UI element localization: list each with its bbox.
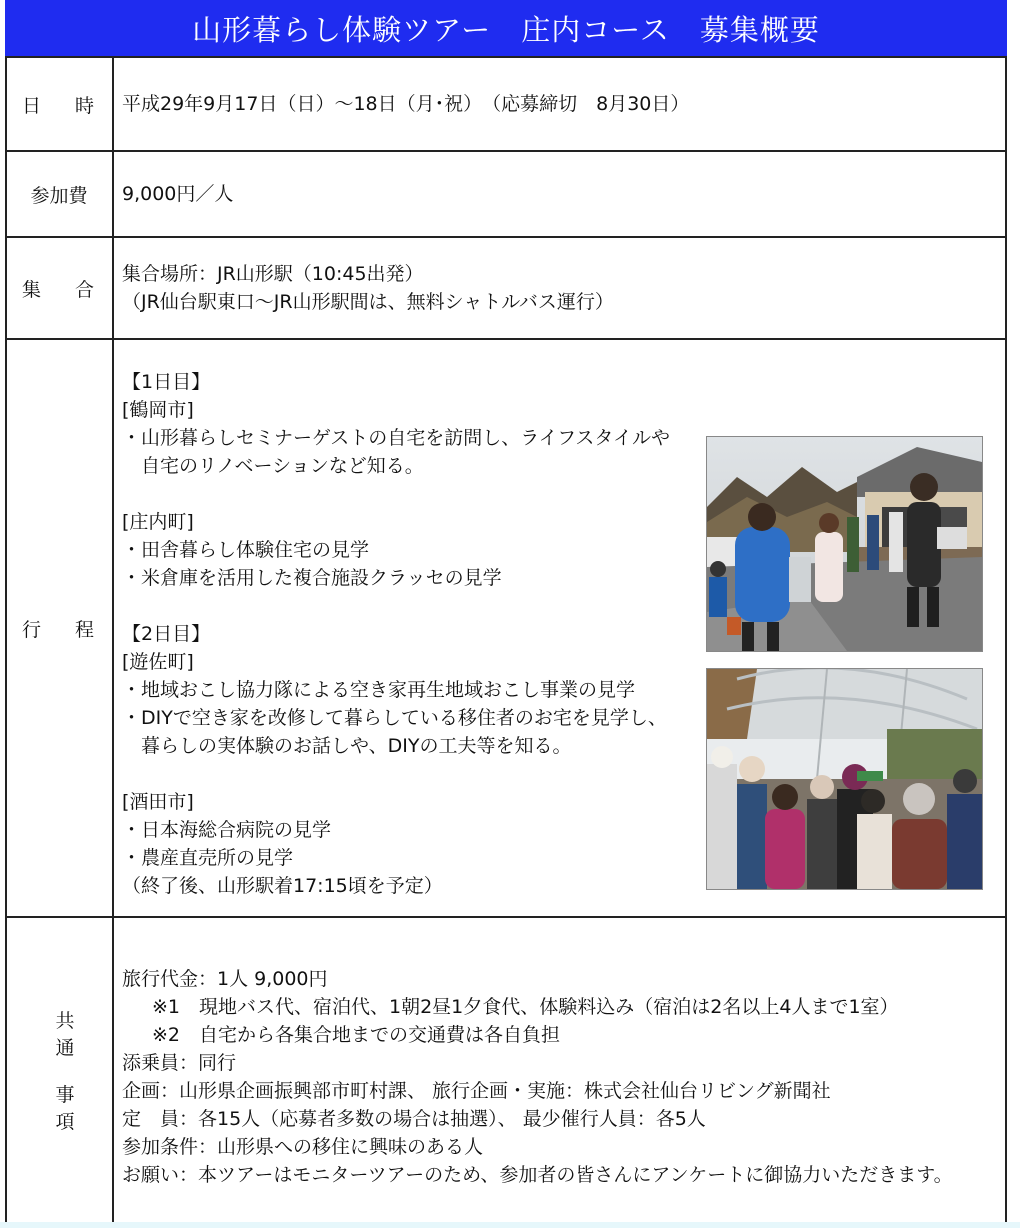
schedule-item: ・農産直売所の見学	[122, 847, 294, 869]
tour-photo-greenhouse	[706, 668, 983, 890]
row-schedule	[6, 339, 1006, 917]
common-label-top: 共 通	[55, 1010, 89, 1059]
tour-summary	[5, 0, 1007, 1224]
schedule-item: ・DIYで空き家を改修して暮らしている移住者のお宅を見学し、	[122, 707, 667, 729]
day1-heading: 【1日目】	[122, 371, 211, 393]
schedule-item: ・米倉庫を活用した複合施設クラッセの見学	[122, 567, 502, 589]
spacer	[122, 480, 670, 508]
date-value: 平成29年9月17日（日）～18日（月･祝） （応募締切 8月30日）	[113, 57, 1006, 151]
common-label	[6, 917, 113, 1223]
date-label: 日 時	[6, 57, 113, 151]
area-shonai: [庄内町]	[122, 511, 194, 533]
schedule-item: 暮らしの実体験のお話しや、DIYの工夫等を知る。	[122, 735, 572, 757]
capacity-line: 定 員：各15人（応募者多数の場合は抽選）、 最少催行人員：各5人	[122, 1108, 706, 1130]
schedule-item: ・田舎暮らし体験住宅の見学	[122, 539, 370, 561]
price-line: 旅行代金：1人 9,000円	[122, 968, 328, 990]
eligibility-line: 参加条件：山形県への移住に興味のある人	[122, 1136, 484, 1158]
spacer	[122, 760, 670, 788]
common-label-bottom: 事 項	[55, 1084, 89, 1133]
schedule-item: ・地域おこし協力隊による空き家再生地域おこし事業の見学	[122, 679, 636, 701]
bottom-strip	[0, 1222, 1020, 1228]
spacer	[122, 592, 670, 620]
page-title: 山形暮らし体験ツアー 庄内コース 募集概要	[5, 0, 1007, 56]
price-note-1: ※1 現地バス代、宿泊代、1朝2昼1夕食代、体験料込み（宿泊は2名以上4人まで1室）	[152, 996, 899, 1018]
schedule-item: ・山形暮らしセミナーゲストの自宅を訪問し、ライフスタイルや	[122, 427, 670, 449]
escort-line: 添乗員：同行	[122, 1052, 237, 1074]
schedule-item: 自宅のリノベーションなど知る。	[122, 455, 424, 477]
organizer-line: 企画：山形県企画振興部市町村課、 旅行企画・実施：株式会社仙台リビング新聞社	[122, 1080, 831, 1102]
schedule-item: （終了後、山形駅着17:15頃を予定）	[122, 875, 443, 897]
schedule-value	[113, 339, 1006, 917]
fee-value: 9,000円／人	[113, 151, 1006, 237]
area-sakata: [酒田市]	[122, 791, 194, 813]
area-yuza: [遊佐町]	[122, 651, 194, 673]
day2-heading: 【2日目】	[122, 623, 211, 645]
schedule-text	[122, 368, 670, 900]
area-tsuruoka: [鶴岡市]	[122, 399, 194, 421]
row-meeting	[6, 237, 1006, 339]
meeting-place: 集合場所：JR山形駅（10:45出発）	[122, 263, 424, 285]
row-date	[6, 57, 1006, 151]
summary-table	[5, 56, 1007, 1224]
request-line: お願い：本ツアーはモニターツアーのため、参加者の皆さんにアンケートに御協力いただきます。	[122, 1164, 953, 1186]
row-fee	[6, 151, 1006, 237]
meeting-label: 集 合	[6, 237, 113, 339]
fee-label: 参加費	[6, 151, 113, 237]
meeting-value	[113, 237, 1006, 339]
schedule-item: ・日本海総合病院の見学	[122, 819, 332, 841]
tour-photo-house-visit	[706, 436, 983, 652]
row-common	[6, 917, 1006, 1223]
common-value	[113, 917, 1006, 1223]
price-note-2: ※2 自宅から各集合地までの交通費は各自負担	[152, 1024, 561, 1046]
meeting-shuttle-note: （JR仙台駅東口～JR山形駅間は、無料シャトルバス運行）	[122, 291, 614, 313]
schedule-label: 行 程	[6, 339, 113, 917]
